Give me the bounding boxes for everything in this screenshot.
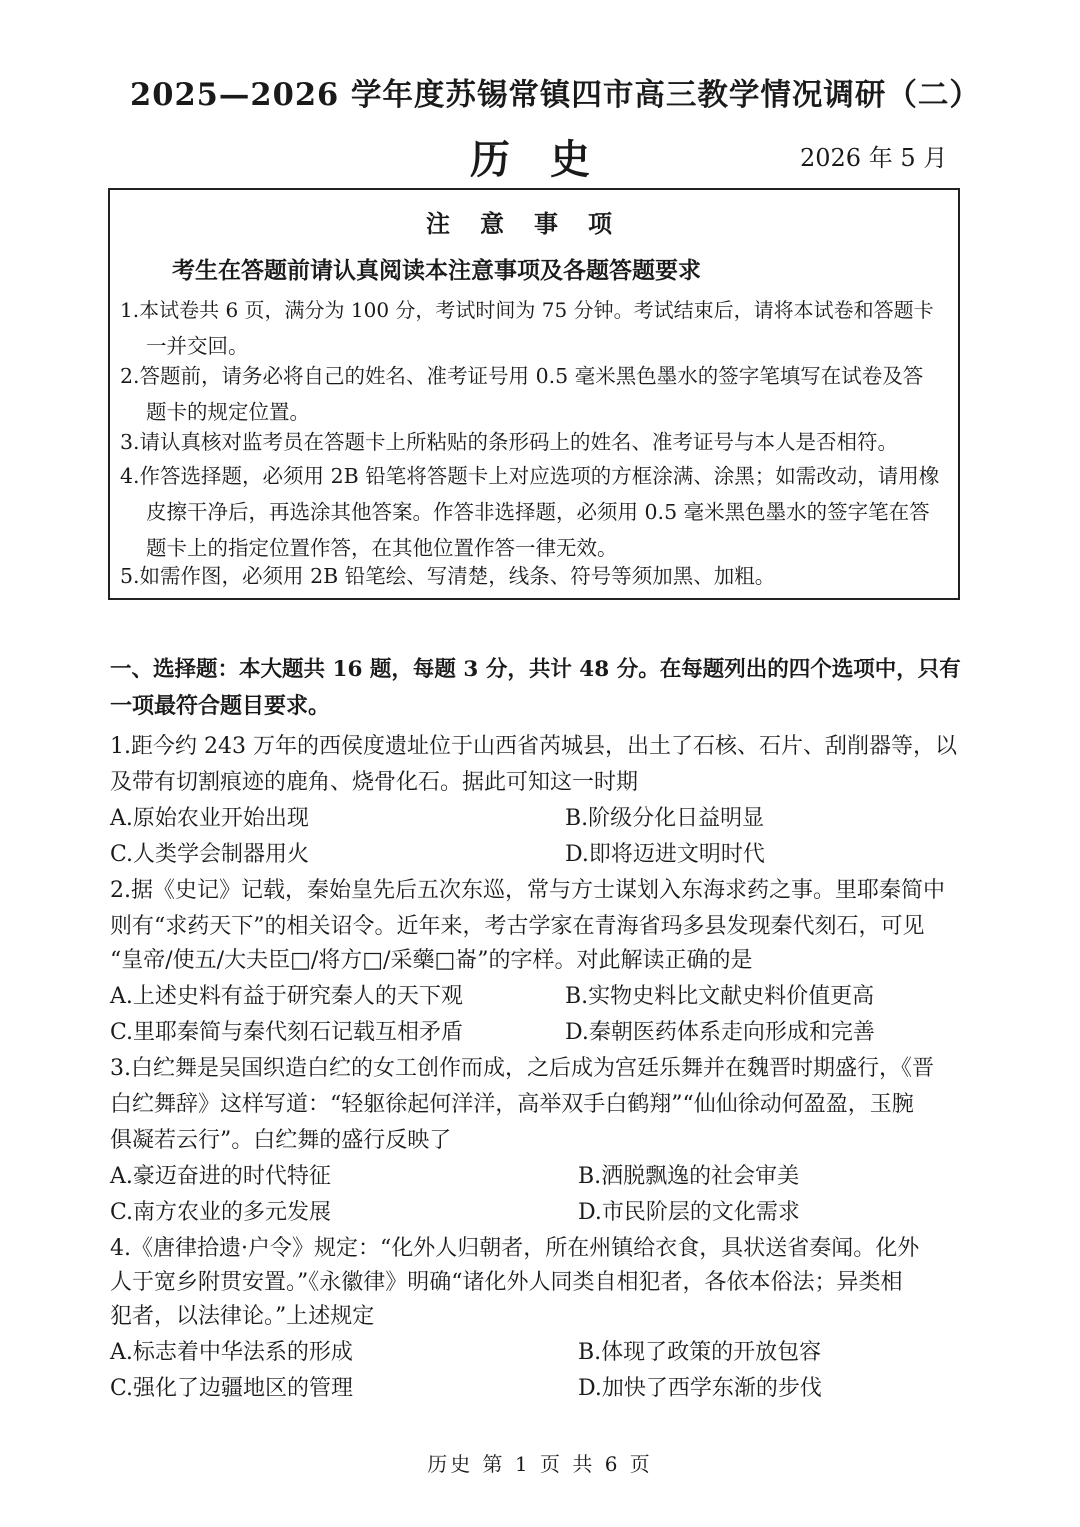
question-2-option-d: D.秦朝医药体系走向形成和完善 [565, 1020, 875, 1045]
notice-item-line: 题卡的规定位置。 [146, 400, 310, 424]
exam-title: 2025—2026 学年度苏锡常镇四市高三教学情况调研（二） [130, 77, 981, 113]
question-3-option-a: A.豪迈奋进的时代特征 [110, 1164, 331, 1189]
notice-item-1 [120, 292, 958, 364]
subject-title: 历史 [470, 136, 630, 183]
question-2-line: 则有“求药天下”的相关诏令。近年来，考古学家在青海省玛多县发现秦代刻石，可见 [110, 914, 925, 939]
notice-heading: 注意事项 [426, 209, 642, 238]
question-3-line: 俱凝若云行”。白纻舞的盛行反映了 [110, 1128, 452, 1153]
question-3-line: 3.白纻舞是吴国织造白纻的女工创作而成，之后成为宫廷乐舞并在魏晋时期盛行，《晋 [110, 1056, 934, 1081]
question-4-line: 犯者，以法律论。”上述规定 [110, 1304, 375, 1329]
notice-item-line: 题卡上的指定位置作答，在其他位置作答一律无效。 [146, 536, 618, 560]
question-3-option-c: C.南方农业的多元发展 [110, 1200, 332, 1225]
section-heading [110, 652, 970, 724]
question-1-option-b: B.阶级分化日益明显 [565, 806, 765, 831]
notice-item-line: 3.请认真核对监考员在答题卡上所粘贴的条形码上的姓名、准考证号与本人是否相符。 [120, 430, 899, 454]
question-4-option-d: D.加快了西学东渐的步伐 [578, 1376, 822, 1401]
notice-item-2 [120, 358, 958, 430]
notice-item-line: 4.作答选择题，必须用 2B 铅笔将答题卡上对应选项的方框涂满、涂黑；如需改动，请用橡 [120, 464, 940, 488]
question-3-option-d: D.市民阶层的文化需求 [578, 1200, 800, 1225]
notice-box [108, 188, 960, 600]
notice-item-4 [120, 458, 958, 566]
notice-item-5 [120, 558, 958, 594]
page-footer: 历史 第 1 页 共 6 页 [427, 1452, 653, 1476]
question-1-line: 及带有切割痕迹的鹿角、烧骨化石。据此可知这一时期 [110, 770, 639, 795]
question-1-option-c: C.人类学会制器用火 [110, 842, 310, 867]
question-2-option-b: B.实物史料比文献史料价值更高 [565, 984, 875, 1009]
notice-item-3 [120, 424, 958, 460]
question-4-line: 人于宽乡附贯安置。”《永徽律》明确“诸化外人同类自相犯者，各依本俗法；异类相 [110, 1270, 903, 1295]
question-2-option-a: A.上述史料有益于研究秦人的天下观 [110, 984, 463, 1009]
question-1-option-d: D.即将迈进文明时代 [565, 842, 765, 867]
question-4-option-a: A.标志着中华法系的形成 [110, 1340, 353, 1365]
notice-item-line: 一并交回。 [146, 334, 249, 358]
question-2-line: “皇帝/使五/大夫臣□/将方□/采藥□崙”的字样。对此解读正确的是 [110, 948, 753, 973]
question-1-option-a: A.原始农业开始出现 [110, 806, 309, 831]
section-heading-line: 一项最符合题目要求。 [110, 693, 331, 719]
notice-item-line: 皮擦干净后，再选涂其他答案。作答非选择题，必须用 0.5 毫米黑色墨水的签字笔在答 [146, 500, 930, 524]
question-3-option-b: B.洒脱飘逸的社会审美 [578, 1164, 800, 1189]
question-2-option-c: C.里耶秦简与秦代刻石记载互相矛盾 [110, 1020, 464, 1045]
section-heading-line: 一、选择题：本大题共 16 题，每题 3 分，共计 48 分。在每题列出的四个选项中，只有 [110, 657, 961, 682]
notice-item-line: 5.如需作图，必须用 2B 铅笔绘、写清楚，线条、符号等须加黑、加粗。 [120, 564, 776, 588]
question-4-line: 4.《唐律拾遗·户令》规定：“化外人归朝者，所在州镇给衣食，具状送省奏闻。化外 [110, 1236, 920, 1261]
notice-item-line: 2.答题前，请务必将自己的姓名、准考证号用 0.5 毫米黑色墨水的签字笔填写在试卷及答 [120, 364, 924, 388]
question-3-line: 白纻舞辞》这样写道：“轻躯徐起何洋洋，高举双手白鹤翔”“仙仙徐动何盈盈，玉腕 [110, 1092, 914, 1117]
question-4-option-c: C.强化了边疆地区的管理 [110, 1376, 354, 1401]
question-1-line: 1.距今约 243 万年的西侯度遗址位于山西省芮城县，出土了石核、石片、刮削器等，以 [110, 734, 957, 759]
notice-intro: 考生在答题前请认真阅读本注意事项及各题答题要求 [172, 257, 701, 284]
question-4-option-b: B.体现了政策的开放包容 [578, 1340, 822, 1365]
exam-date: 2026 年 5 月 [800, 144, 948, 172]
notice-item-line: 1.本试卷共 6 页，满分为 100 分，考试时间为 75 分钟。考试结束后，请将本试卷和答题卡 [120, 298, 934, 322]
question-2-line: 2.据《史记》记载，秦始皇先后五次东巡，常与方士谋划入东海求药之事。里耶秦简中 [110, 878, 945, 903]
